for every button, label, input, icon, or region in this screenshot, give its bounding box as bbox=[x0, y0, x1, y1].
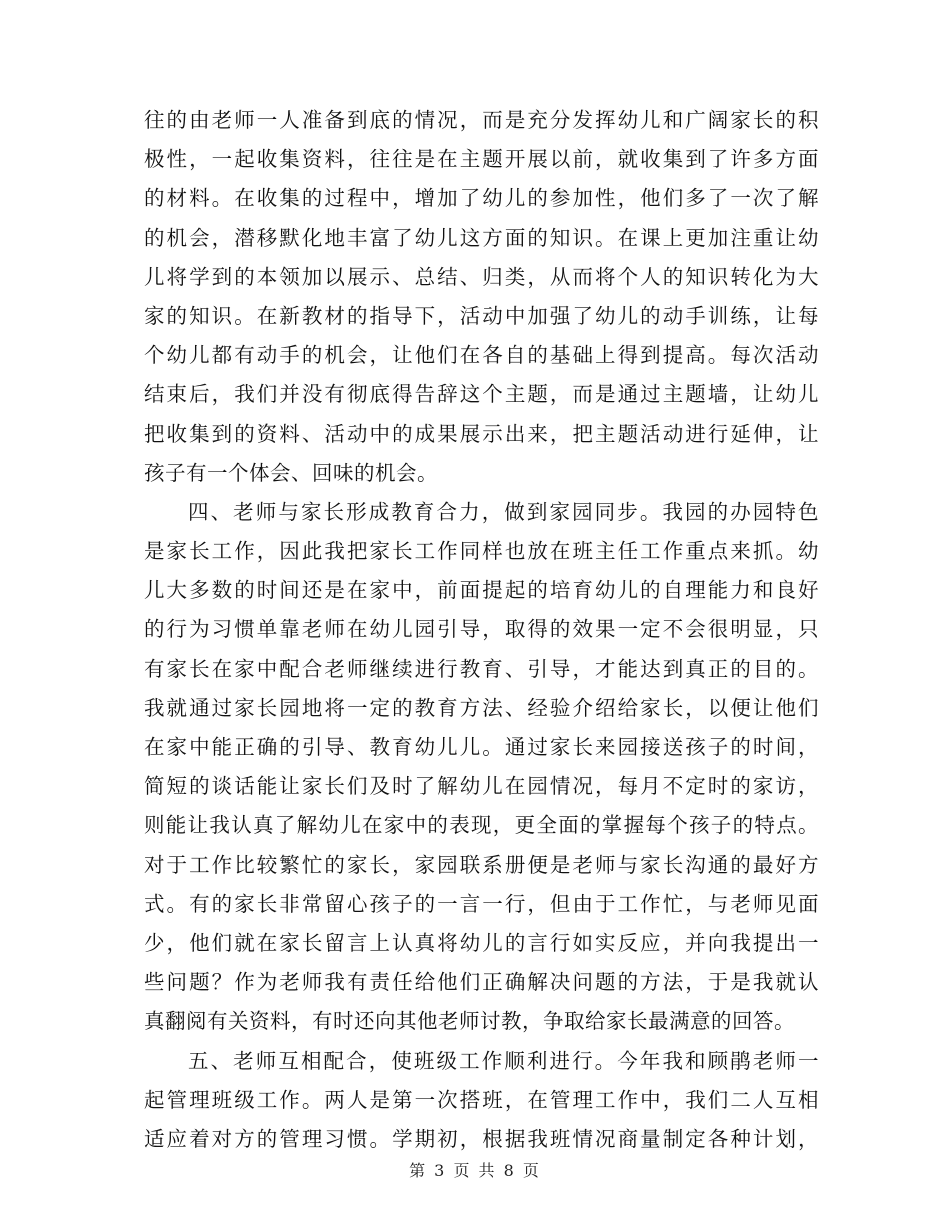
text-line: 有家长在家中配合老师继续进行教育、引导，才能达到真正的目的。 bbox=[144, 656, 819, 681]
text-line: 的行为习惯单靠老师在幼儿园引导，取得的效果一定不会很明显，只 bbox=[144, 617, 819, 642]
paragraph-start-line: 四、老师与家长形成教育合力，做到家园同步。我园的办园特色 bbox=[188, 499, 819, 524]
document-body bbox=[144, 101, 819, 1159]
text-line: 孩子有一个体会、回味的机会。 bbox=[144, 460, 438, 485]
page-number-footer: 第 3 页 共 8 页 bbox=[409, 1161, 541, 1180]
text-line: 极性，一起收集资料，往往是在主题开展以前，就收集到了许多方面 bbox=[144, 147, 819, 172]
text-line: 个幼儿都有动手的机会，让他们在各自的基础上得到提高。每次活动 bbox=[144, 343, 819, 368]
text-line: 些问题？作为老师我有责任给他们正确解决问题的方法，于是我就认 bbox=[144, 970, 819, 995]
text-line: 适应着对方的管理习惯。学期初，根据我班情况商量制定各种计划， bbox=[144, 1126, 819, 1151]
text-line: 起管理班级工作。两人是第一次搭班，在管理工作中，我们二人互相 bbox=[144, 1087, 819, 1112]
text-line: 往的由老师一人准备到底的情况，而是充分发挥幼儿和广阔家长的积 bbox=[144, 108, 819, 132]
text-line: 在家中能正确的引导、教育幼儿儿。通过家长来园接送孩子的时间， bbox=[144, 735, 819, 759]
paragraph-start-line: 五、老师互相配合，使班级工作顺利进行。今年我和顾鹃老师一 bbox=[188, 1048, 819, 1073]
text-line: 的机会，潜移默化地丰富了幼儿这方面的知识。在课上更加注重让幼 bbox=[144, 225, 819, 250]
text-line: 则能让我认真了解幼儿在家中的表现，更全面的掌握每个孩子的特点。 bbox=[144, 813, 819, 838]
text-line: 式。有的家长非常留心孩子的一言一行，但由于工作忙，与老师见面 bbox=[144, 891, 819, 916]
text-line: 真翻阅有关资料，有时还向其他老师讨教，争取给家长最满意的回答。 bbox=[144, 1009, 795, 1034]
text-line: 儿大多数的时间还是在家中，前面提起的培育幼儿的自理能力和良好 bbox=[144, 578, 819, 603]
text-line: 是家长工作，因此我把家长工作同样也放在班主任工作重点来抓。幼 bbox=[144, 539, 819, 564]
text-line: 把收集到的资料、活动中的成果展示出来，把主题活动进行延伸，让 bbox=[144, 421, 819, 446]
text-line: 家的知识。在新教材的指导下，活动中加强了幼儿的动手训练，让每 bbox=[144, 303, 819, 328]
text-line: 结束后，我们并没有彻底得告辞这个主题，而是通过主题墙，让幼儿 bbox=[144, 382, 819, 407]
text-line: 少，他们就在家长留言上认真将幼儿的言行如实反应，并向我提出一 bbox=[144, 930, 819, 955]
text-line: 简短的谈话能让家长们及时了解幼儿在园情况，每月不定时的家访， bbox=[144, 774, 819, 799]
text-line: 的材料。在收集的过程中，增加了幼儿的参加性，他们多了一次了解 bbox=[144, 186, 819, 211]
text-line: 我就通过家长园地将一定的教育方法、经验介绍给家长，以便让他们 bbox=[144, 695, 819, 720]
text-line: 对于工作比较繁忙的家长，家园联系册便是老师与家长沟通的最好方 bbox=[144, 852, 819, 877]
text-line: 儿将学到的本领加以展示、总结、归类，从而将个人的知识转化为大 bbox=[144, 264, 819, 289]
